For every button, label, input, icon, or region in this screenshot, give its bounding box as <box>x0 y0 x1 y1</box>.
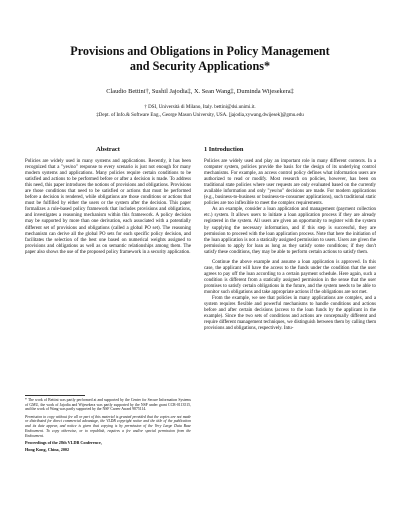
footnote-rule <box>25 395 85 396</box>
paper-title: Provisions and Obligations in Policy Management and Security Applications* <box>70 44 330 73</box>
introduction-heading: 1 Introduction <box>204 146 244 153</box>
permission-notice: Permission to copy without fee all or part of this material is granted provided that the copies are not made or distributed for direct commercial advantage, the VLDB copyright notice and the title of the publication and its date appear, and notice is given that copying is by permission of the Very Large Data Base Endowment. To copy otherwise, or to republish, requires a fee and/or special permission from the Endowment. <box>25 414 191 438</box>
abstract-text: Policies are widely used in many systems and applications. Recently, it has been recognized that a "yes/no" response to every scenario is just not enough for many modern systems and applications. Many policies require certain conditions to be satisfied and actions to be performed before or after a decision is made. To address this need, this paper introduces the notions of provisions and obligations. Provisions are those conditions that need to be satisfied or actions that must be performed before a decision is rendered, while obligations are those conditions or actions that must be fulfilled by either the users or the system after the decision. This paper formalizes a rule-based policy framework that includes provisions and obligations, and investigates a reasoning mechanism within this framework. A policy decision may be supported by more than one derivation, each associated with a potentially different set of provisions and obligations (called a global PO set). The reasoning mechanism can derive all the global PO sets for each specific policy decision, and facilitates the selection of the best one based on numerical weights assigned to provisions and obligations as well as on semantic relationships among them. The paper also shows the use of the proposed policy framework in a security application. <box>25 159 191 255</box>
footnote-block <box>25 395 191 455</box>
affiliation-1: † DSI, Università di Milano, Italy. bettini@dsi.unimi.it. <box>144 105 256 110</box>
funding-footnote: * The work of Bettini was partly performed at and supported by the Center for Secure Information Systems of GMU, the work of Jajodia and Wijesekera was partly supported by the NSF under grant CCR-0113515, and the work of Wang was partly supported by the NSF Career Award 9875114. <box>25 398 191 412</box>
author-list: Claudio Bettini†, Sushil Jajodia‡, X. Sean Wang‡, Duminda Wijesekera‡ <box>106 88 294 95</box>
intro-paragraph-3: Continue the above example and assume a loan application is approved. In this case, the applicant will have the access to the funds under the condition that the user agrees to pay off the loan according to a certain payment schedule. Here again, such a condition is different from a statically assigned permission in the sense that the user promises to satisfy certain obligations in the future, and the system needs to be able to monitor such obligations and take appropriate actions if the obligations are not met. <box>204 259 376 295</box>
proceedings-line-1: Proceedings of the 28th VLDB Conference, <box>25 439 102 445</box>
intro-paragraph-2: As an example, consider a loan application and management (payment collection etc.) system. It allows users to initiate a loan application process if they are already registered in the system. All users are given an opportunity to register with the system by supplying the necessary information, and if this step is successful, they are permission to proceed with the loan application process. Note that here the initiation of the loan application is not a statically assigned permission to users. Users are given the permission to apply for loan as long as they satisfy some conditions; if they don't satisfy these conditions, they may be able to perform certain actions to satisfy them. <box>204 207 376 255</box>
affiliation-2: ‡Dept. of Info.& Software Eng., George Mason University, USA. [jajodia,xywang,dwijesek]@gmu.edu <box>96 113 304 118</box>
intro-paragraph-4: From the example, we see that policies in many applications are complex, and a system requires flexible and powerful mechanisms to handle conditions and actions before and after certain decisions (access to the loan funds by the applicant in the example). Since the two sets of conditions and actions are conceptually different and require different management techniques, we distinguish between them by calling them provisions and obligations, respectively. Intu- <box>204 296 376 332</box>
abstract-column <box>25 146 191 256</box>
abstract-heading: Abstract <box>96 146 120 153</box>
intro-paragraph-1: Policies are widely used and play an important role in many different contexts. In a computer system, policies provide the basis for the design of its underlying control mechanisms. For example, an access control policy defines what information users are authorized to read or modify. Most research on policies, however, has been on traditional state policies where user requests are only evaluated based on the currently available information and only "yes/no" decisions are made. For modern applications (e.g., business-to-business or business-to-consumer applications), such traditional static policies are too inflexible to meet the complex requirements. <box>204 159 376 207</box>
proceedings-line-2: Hong Kong, China, 2002 <box>25 447 70 453</box>
introduction-column <box>204 146 376 332</box>
